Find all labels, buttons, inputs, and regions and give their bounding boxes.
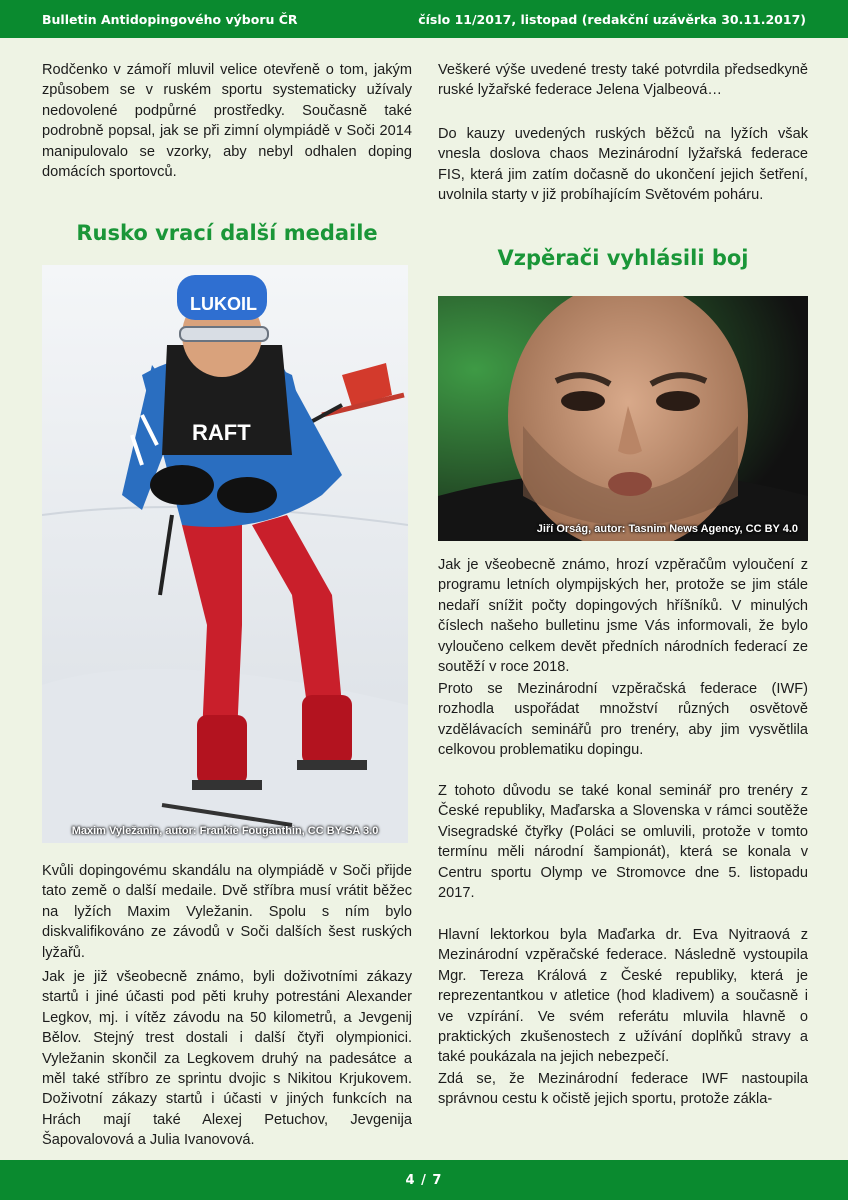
iwf-paragraph-1: Jak je všeobecně známo, hrozí vzpěračům vyloučení z programu letních olympijských her, protože se jim stále nedaří snížit počty dopingových hříšníků. V minulých číslech našeho bulletinu jsme Vás informovali, že bylo vyloučeno celkem devět předních národních federací ze soutěží v roce 2018.: [438, 557, 808, 676]
issue-info: číslo 11/2017, listopad (redakční uzávěrka 30.11.2017): [418, 11, 806, 27]
iwf-paragraph-4: Hlavní lektorkou byla Maďarka dr. Eva Nyitraová z Mezinárodní vzpěračské federace. Následně vystoupila Mgr. Tereza Králová z České republiky, která je reprezentantkou v atletice (hod kladivem) a současně i ve vzpírání. Ve svém referátu mluvila hlavně o praktických zkušenostech z užívání doplňků stravy a také poukázala na jejich nebezpečí.: [438, 927, 808, 1066]
cap-logo: LUKOIL: [190, 294, 257, 314]
bib-logo: RAFT: [192, 420, 251, 445]
skier-illustration: [42, 265, 408, 843]
section-heading-weightlifters: Vzpěrači vyhlásili boj: [497, 246, 749, 270]
section-heading-russia: Rusko vrací další medaile: [76, 221, 378, 245]
intro-paragraph: Rodčenko v zámoří mluvil velice otevřeně o tom, jakým způsobem se v ruském sportu systematicky užívaly nedovolené podpůrné prostředky. Současně také podrobně popsal, jak se při zimní olympiádě v Soči 2014 manipulovalo se vzorky, aby nebyl odhalen doping domácích sportovců.: [42, 62, 412, 181]
iwf-paragraph-3: Z tohoto důvodu se také konal seminář pro trenéry z České republiky, Maďarska a Slovenska v rámci soutěže Visegradské čtyřky (Poláci se omluvili, protože v tomto termínu měli národní šampionát), která se konala v Centru sportu Olymp ve Stromovce dne 5. listopadu 2017.: [438, 783, 808, 902]
bulletin-title: Bulletin Antidopingového výboru ČR: [42, 11, 298, 27]
skier-photo-caption: Maxim Vyležanin, autor: Frankie Fouganthin, CC BY-SA 3.0: [71, 825, 379, 837]
header-bar: [0, 0, 848, 38]
iwf-paragraph-2: Proto se Mezinárodní vzpěračská federace (IWF) rozhodla uspořádat množství různých osvětově vzdělávacích seminářů pro trenéry, aby jim vysvětlila celkovou problematiku dopingu.: [438, 681, 808, 759]
fis-paragraph-2: Do kauzy uvedených ruských běžců na lyžích však vnesla doslova chaos Mezinárodní lyžařská federace FIS, která jim zatím dočasně do ukončení jejich šetření, uvolnila starty v již probíhajícím Světovém poháru.: [438, 126, 808, 204]
weightlifter-photo-caption: Jiří Orság, autor: Tasnim News Agency, CC BY 4.0: [536, 523, 798, 535]
skier-photo: [42, 265, 408, 843]
russia-paragraph-2: Jak je již všeobecně známo, byli doživotními zákazy startů i jiné účasti pod pěti kruhy potrestáni Alexander Legkov, mj. i vítěz závodu na 50 kilometrů, a Jevgenij Bělov. Stejný trest dostali i další čtyři olympionici. Vyležanin skončil za Legkovem druhý na padesátce a měl také stříbro ze sprintu dvojic s Nikitou Krjukovem. Doživotní zákazy startů i účasti v jiných funkcích na Hrách mají také Alexej Petuchov, Jevgenija Šapovalovová a Julia Ivanovová.: [42, 969, 412, 1149]
weightlifter-photo: [438, 296, 808, 541]
left-column: [42, 60, 412, 1151]
right-column: [438, 60, 808, 1110]
iwf-paragraph-5: Zdá se, že Mezinárodní federace IWF nastoupila správnou cestu k očistě jejich sportu, protože zákla-: [438, 1071, 808, 1108]
weightlifter-illustration: [438, 296, 808, 541]
footer-bar: [0, 1160, 848, 1200]
page-number: 4 / 7: [405, 1172, 443, 1188]
russia-paragraph-1: Kvůli dopingovému skandálu na olympiádě v Soči přijde tato země o další medaile. Dvě stříbra musí vrátit běžec na lyžích Maxim Vyležanin. Spolu s ním bylo diskvalifikováno ze závodů v Soči dalších šest ruských lyžařů.: [42, 863, 412, 961]
fis-paragraph-1: Veškeré výše uvedené tresty také potvrdila předsedkyně ruské lyžařské federace Jelena Vjalbeová…: [438, 62, 808, 99]
